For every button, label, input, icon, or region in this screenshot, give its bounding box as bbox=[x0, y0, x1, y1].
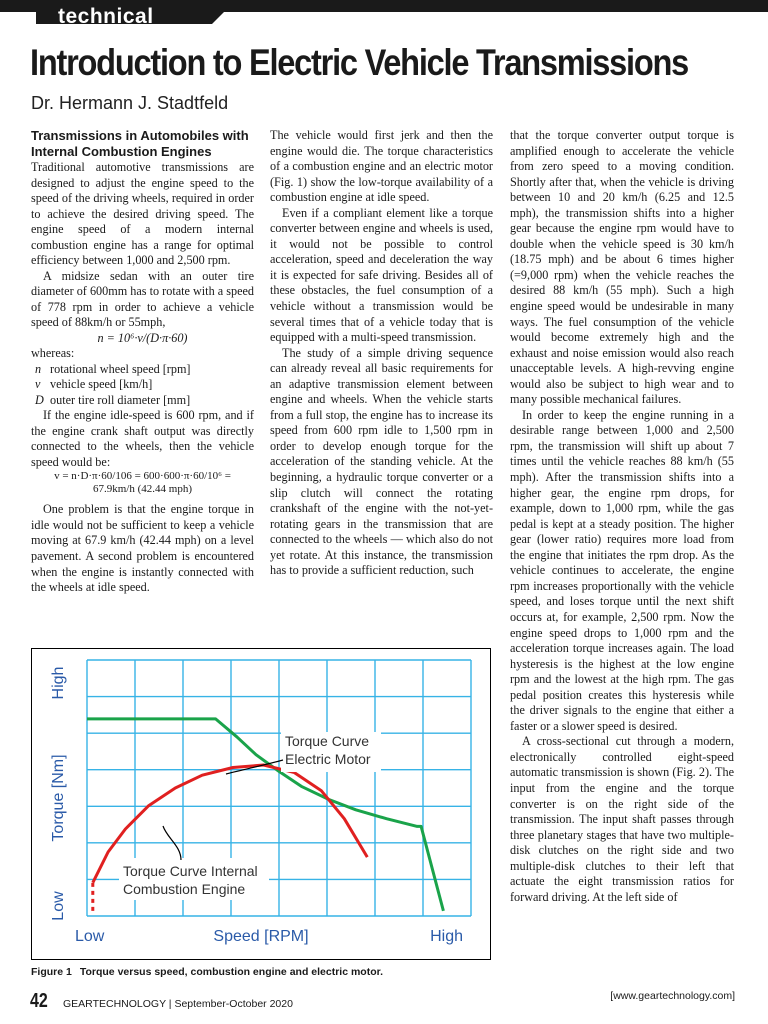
paragraph: that the torque converter output torque is amplified enough to accelerate the vehicle from zero speed to a moving condition. Shortly after that, when the vehicle is driving between 10 and 20 km/h (6.25 and 12.5 mph), the transmission shifts into a higher gear because the engine rpm would have to double when the vehicle speed is 30 km/h (18.75 mph) and be about 6 times higher (=9,000 rpm) when the vehicle reaches the desired 88 km/h (55 mph). Such a high engine speed would be undesirable in many ways. The fuel consumption of the vehicle would become extremely high and the exhaust and noise emission would also reach unacceptable levels. A high-revving engine would also be subject to high wear and to many possible mechanical failures. bbox=[510, 128, 734, 407]
equation-wheel-speed: n = 10⁶·v/(D·π·60) bbox=[97, 331, 188, 346]
variable-item: n rotational wheel speed [rpm] bbox=[35, 361, 191, 376]
website-url[interactable]: [www.geartechnology.com] bbox=[610, 990, 735, 1002]
y-tick-label-low: Low bbox=[50, 891, 67, 921]
paragraph: Traditional automotive transmissions are designed to adjust the engine speed to the speed of the driving wheels, required in order to achieve the desired driving speed. The engine speed of a modern internal combustion engine has a range for optimal efficiency between 1,000 and 2,500 rpm. bbox=[31, 160, 254, 268]
chart-frame bbox=[32, 649, 491, 960]
paragraph: One problem is that the engine torque in idle would not be sufficient to keep a vehicle moving at 67.9 km/h (42.44 mph) on a level pavement. A second problem is encountered when the engine is instantly connected with the wheels at idle speed. bbox=[31, 502, 254, 595]
article-author: Dr. Hermann J. Stadtfeld bbox=[31, 93, 229, 113]
section-heading: Transmissions in Automobiles with Internal Combustion Engines bbox=[31, 128, 249, 159]
column-1 bbox=[31, 128, 254, 596]
equation-vehicle-speed-result: 67.9km/h (42.44 mph) bbox=[93, 483, 192, 496]
paragraph: The vehicle would first jerk and then the engine would die. The torque characteristics of a combustion engine and an electric motor (Fig. 1) show the low-torque availability of a combustion engine at idle speed. bbox=[270, 128, 493, 205]
x-tick-label-low: Low bbox=[75, 928, 105, 945]
variable-list bbox=[31, 362, 254, 409]
publication-info: GEARTECHNOLOGY | September-October 2020 bbox=[63, 998, 293, 1010]
paragraph: The study of a simple driving sequence can already reveal all basic requirements for an adaptive transmission element between engine and wheels. When the vehicle starts from a full stop, the engine has to increase its speed from 600 rpm idle to 1,500 rpm in order to develop enough torque for the acceleration of the standing vehicle. At the beginning, a hydraulic torque converter or a slip clutch will connect the rotating crankshaft of the engine with the not-yet-rotating gears in the transmission that are connected to the wheels — which also do not yet rotate. At this instance, the transmission has to provide a sufficient reduction, such bbox=[270, 345, 493, 578]
paragraph: In order to keep the engine running in a desirable range between 1,000 and 2,500 rpm, the transmission will shift up about 7 times until the vehicle reaches 88 km/h (55 mph). After the transmission shifts into a higher gear, the engine rpm drops, for example, down to 1,000 rpm, while the gas pedal is kept at a steady position. The higher gear (lower ratio) requires more load from the engine that initiates the rpm drop. As the vehicle continues to accelerate, the engine rpm increases proportionally with the vehicle speed, and loses torque until the next shift occurs at, for example, 2,500 rpm. Now the engine speed drops to 1,000 rpm and the acceleration torque increases again. The load hysteresis is the highest at the low engine rpm and the lowest at the high rpm. The gas pedal position creates this hysteresis while the driver signals to the engine that either a faster or a slower speed is desired. bbox=[510, 407, 734, 733]
column-3 bbox=[510, 128, 734, 905]
y-axis-label: Torque [Nm] bbox=[50, 754, 67, 842]
x-tick-label-high: High bbox=[430, 928, 463, 945]
variable-item: D outer tire roll diameter [mm] bbox=[35, 392, 191, 407]
paragraph: Even if a compliant element like a torque converter between engine and wheels is used, it would not be possible to control acceleration, speed and deceleration the way it is expected for safe driving. Besides all of these obstacles, the fuel consumption of a vehicle without a transmission would be several times that of a vehicle today that is equipped with a multi-speed transmission. bbox=[270, 205, 493, 345]
annotation-electric-line2: Electric Motor bbox=[285, 751, 371, 767]
paragraph: If the engine idle-speed is 600 rpm, and if the engine crank shaft output was directly connected to the wheels, then the vehicle speed would be: bbox=[31, 408, 254, 469]
page-number: 42 bbox=[30, 990, 48, 1012]
figure-1 bbox=[31, 648, 491, 960]
figure-caption bbox=[31, 966, 383, 979]
article-title: Introduction to Electric Vehicle Transmissions bbox=[30, 42, 689, 83]
column-2 bbox=[270, 128, 493, 579]
equation-vehicle-speed: v = n·D·π·60/106 = 600·600·π·60/10⁶ = bbox=[54, 470, 231, 483]
caption-text: Torque versus speed, combustion engine and electric motor. bbox=[79, 966, 384, 978]
whereas-label: whereas: bbox=[31, 346, 75, 361]
torque-speed-chart bbox=[31, 648, 491, 960]
variable-item: v vehicle speed [km/h] bbox=[35, 377, 153, 392]
annotation-combustion-line1: Torque Curve Internal bbox=[123, 863, 258, 879]
section-label: technical bbox=[58, 6, 154, 24]
y-tick-label-high: High bbox=[50, 666, 67, 700]
x-axis-label: Speed [RPM] bbox=[213, 928, 309, 945]
annotation-combustion-line2: Combustion Engine bbox=[123, 881, 246, 897]
paragraph: A cross-sectional cut through a modern, electronically controlled eight-speed automatic transmission is shown (Fig. 2). The input from the engine and the torque converter is on the right side of the transmission. The input shaft passes through three planetary stages that have two multiple-disk clutches on the right side and two multiple-disk clutches to their left that actuate the eight transmission ratios for forward driving. At the left side of bbox=[510, 734, 734, 904]
annotation-electric-line1: Torque Curve bbox=[285, 733, 370, 749]
caption-label: Figure 1 bbox=[31, 966, 72, 978]
paragraph: A midsize sedan with an outer tire diameter of 600mm has to rotate with a speed of 778 rpm in order to achieve a vehicle speed of 88km/h or 55mph, bbox=[31, 268, 254, 330]
